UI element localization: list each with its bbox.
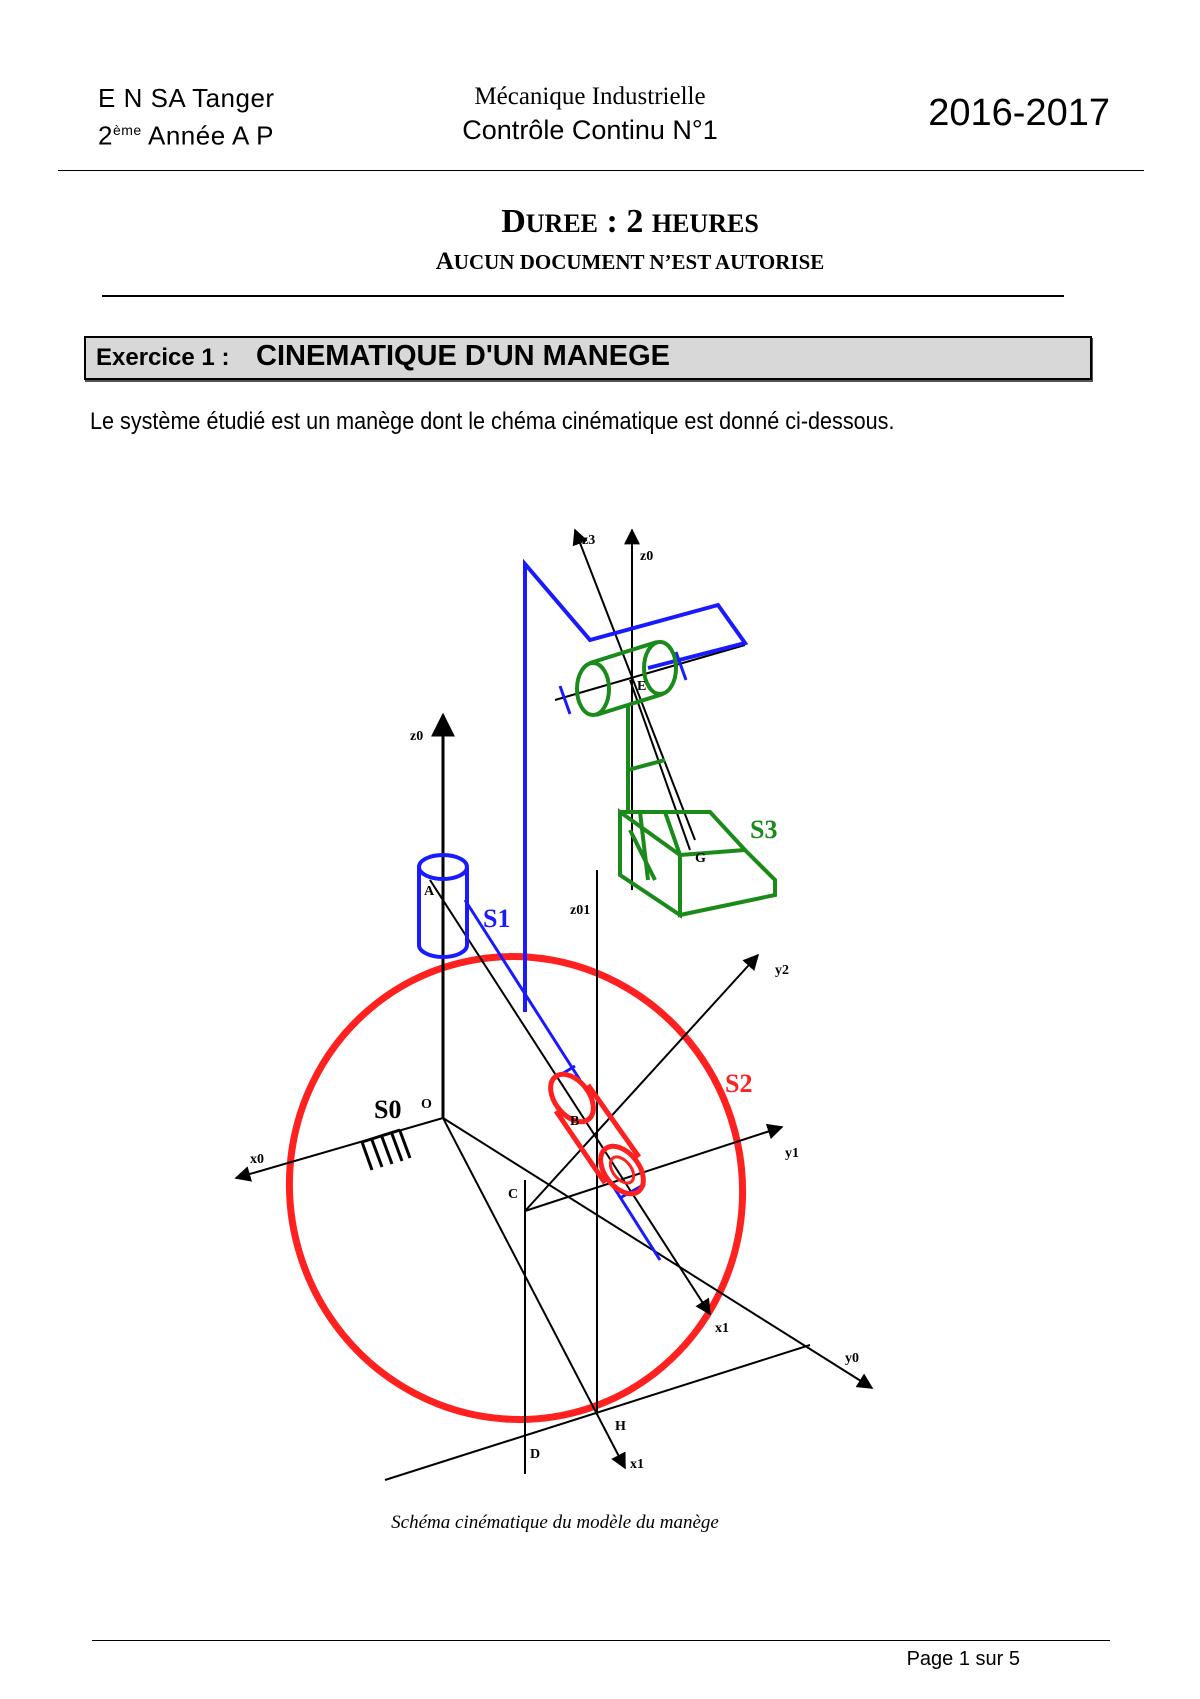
y0-axis [443,1118,872,1388]
exam-title: Contrôle Continu N°1 [462,115,718,145]
label-C: C [508,1187,519,1202]
x0-axis [236,1118,443,1178]
label-E: E [637,679,647,694]
a-b-x1-axis [430,880,710,1314]
label-y2: y2 [775,963,789,978]
no-documents-notice: AUCUN DOCUMENT N’EST AUTORISE [435,248,825,275]
academic-year: 2016-2017 [928,92,1110,134]
label-A: A [424,884,435,899]
exercise-title: CINEMATIQUE D'UN MANEGE [256,340,670,372]
exam-duration: DUREE : 2 HEURES [501,203,759,240]
school-name: E N SA Tanger [98,83,275,113]
label-S1: S1 [483,904,511,933]
label-H: H [615,1419,626,1434]
s3-body [577,642,778,915]
year-level: 2ème Année A P [98,120,274,151]
s0-ground-hatch [362,1130,410,1170]
label-y0: y0 [845,1351,859,1366]
label-z3: z3 [582,533,596,548]
subject-title: Mécanique Industrielle [474,83,706,110]
label-z01: z01 [570,903,591,918]
footer-divider [92,1640,1110,1641]
label-x1: x1 [715,1321,729,1336]
label-x0: x0 [250,1152,264,1167]
e-axis-line [555,645,745,700]
label-y1: y1 [785,1146,799,1161]
label-O: O [421,1097,432,1112]
label-z0-top: z0 [640,549,654,564]
label-B: B [570,1114,580,1129]
label-S3: S3 [750,815,778,844]
label-D: D [530,1447,541,1462]
label-x1b: x1 [630,1457,644,1472]
z3-axis [575,530,695,840]
exercise-intro: Le système étudié est un manège dont le chéma cinématique est donné ci-dessous. [90,408,895,435]
label-S2: S2 [725,1069,753,1098]
diagram-caption: Schéma cinématique du modèle du manège [391,1512,719,1533]
label-G: G [695,851,706,866]
exercise-label: Exercice 1 : [96,344,230,371]
page-number: Page 1 sur 5 [906,1648,1020,1670]
label-z0: z0 [410,729,424,744]
axes [236,530,872,1480]
label-S0: S0 [374,1095,402,1124]
